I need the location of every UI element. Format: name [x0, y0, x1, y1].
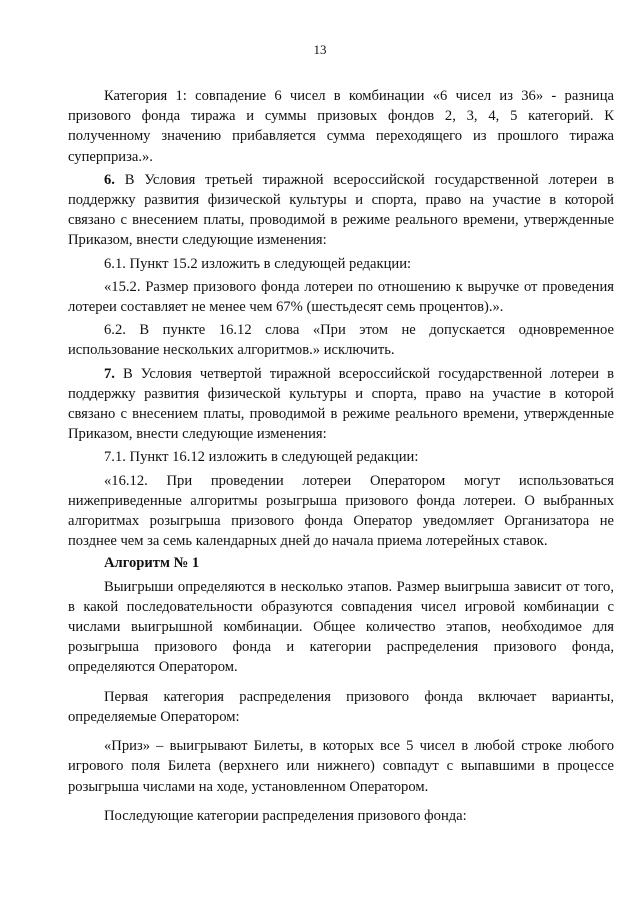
item-number: 7.: [104, 365, 115, 382]
item-number: 6.: [104, 171, 115, 188]
paragraph-first-category: Первая категория распределения призового фонда включает варианты, определяемые Оператором:: [68, 688, 614, 725]
paragraph-text: В Условия четвертой тиражной всероссийской государственной лотереи в поддержку развития физической культуры и спорта, право на участие в которой связано с внесением платы, проводимой в режиме реального времени, утвержденные Приказом, внести следующие изменения:: [68, 365, 614, 443]
paragraph-category-1: Категория 1: совпадение 6 чисел в комбинации «6 чисел из 36» - разница призового фонда тиража и суммы призовых фондов 2, 3, 4, 5 категорий. К полученному значению прибавляется сумма переходящего из прошлого тиража суперприза.».: [68, 88, 614, 165]
paragraph-clause-16-12: «16.12. При проведении лотереи Оператором могут использоваться нижеприведенные алгоритмы розыгрыша призового фонда лотереи. О выбранных алгоритмах розыгрыша призового фонда Оператор уведомляет Организатора не позднее чем за семь календарных дней до начала приема лотерейных ставок.: [68, 472, 614, 550]
paragraph-text: В Условия третьей тиражной всероссийской государственной лотереи в поддержку развития физической культуры и спорта, право на участие в которой связано с внесением платы, проводимой в режиме реального времени, утвержденные Приказом, внести следующие изменения:: [68, 171, 614, 249]
paragraph-prize: «Приз» – выигрывают Билеты, в которых все 5 чисел в любой строке любого игрового поля Билета (верхнего или нижнего) совпадут с выпавшими в процессе розыгрыша числами на ходе, установленном Оператором.: [68, 738, 614, 795]
paragraph-item-7-1: 7.1. Пункт 16.12 изложить в следующей редакции:: [104, 449, 419, 466]
paragraph-item-7: [68, 364, 614, 445]
page-number: 13: [313, 42, 327, 57]
paragraph-item-6-1: 6.1. Пункт 15.2 изложить в следующей редакции:: [104, 255, 412, 272]
paragraph-item-6-2: 6.2. В пункте 16.12 слова «При этом не допускается одновременное использование нескольких алгоритмов.» исключить.: [68, 322, 614, 359]
paragraph-clause-15-2: «15.2. Размер призового фонда лотереи по отношению к выручке от проведения лотереи составляет не менее чем 67% (шестьдесят семь процентов).».: [68, 278, 614, 316]
document-body: [68, 86, 614, 826]
paragraph-item-6: [68, 170, 614, 251]
paragraph-next-categories: Последующие категории распределения призового фонда:: [104, 807, 467, 824]
paragraph-algorithm-stages: Выигрыши определяются в несколько этапов. Размер выигрыша зависит от того, в какой последовательности образуются совпадения чисел игровой комбинации с числами выигрышной комбинации. Общее количество этапов, необходимое для розыгрыша призового фонда и категории распределения призового фонда, определяются Оператором.: [68, 578, 614, 676]
algorithm-heading: Алгоритм № 1: [104, 555, 200, 572]
